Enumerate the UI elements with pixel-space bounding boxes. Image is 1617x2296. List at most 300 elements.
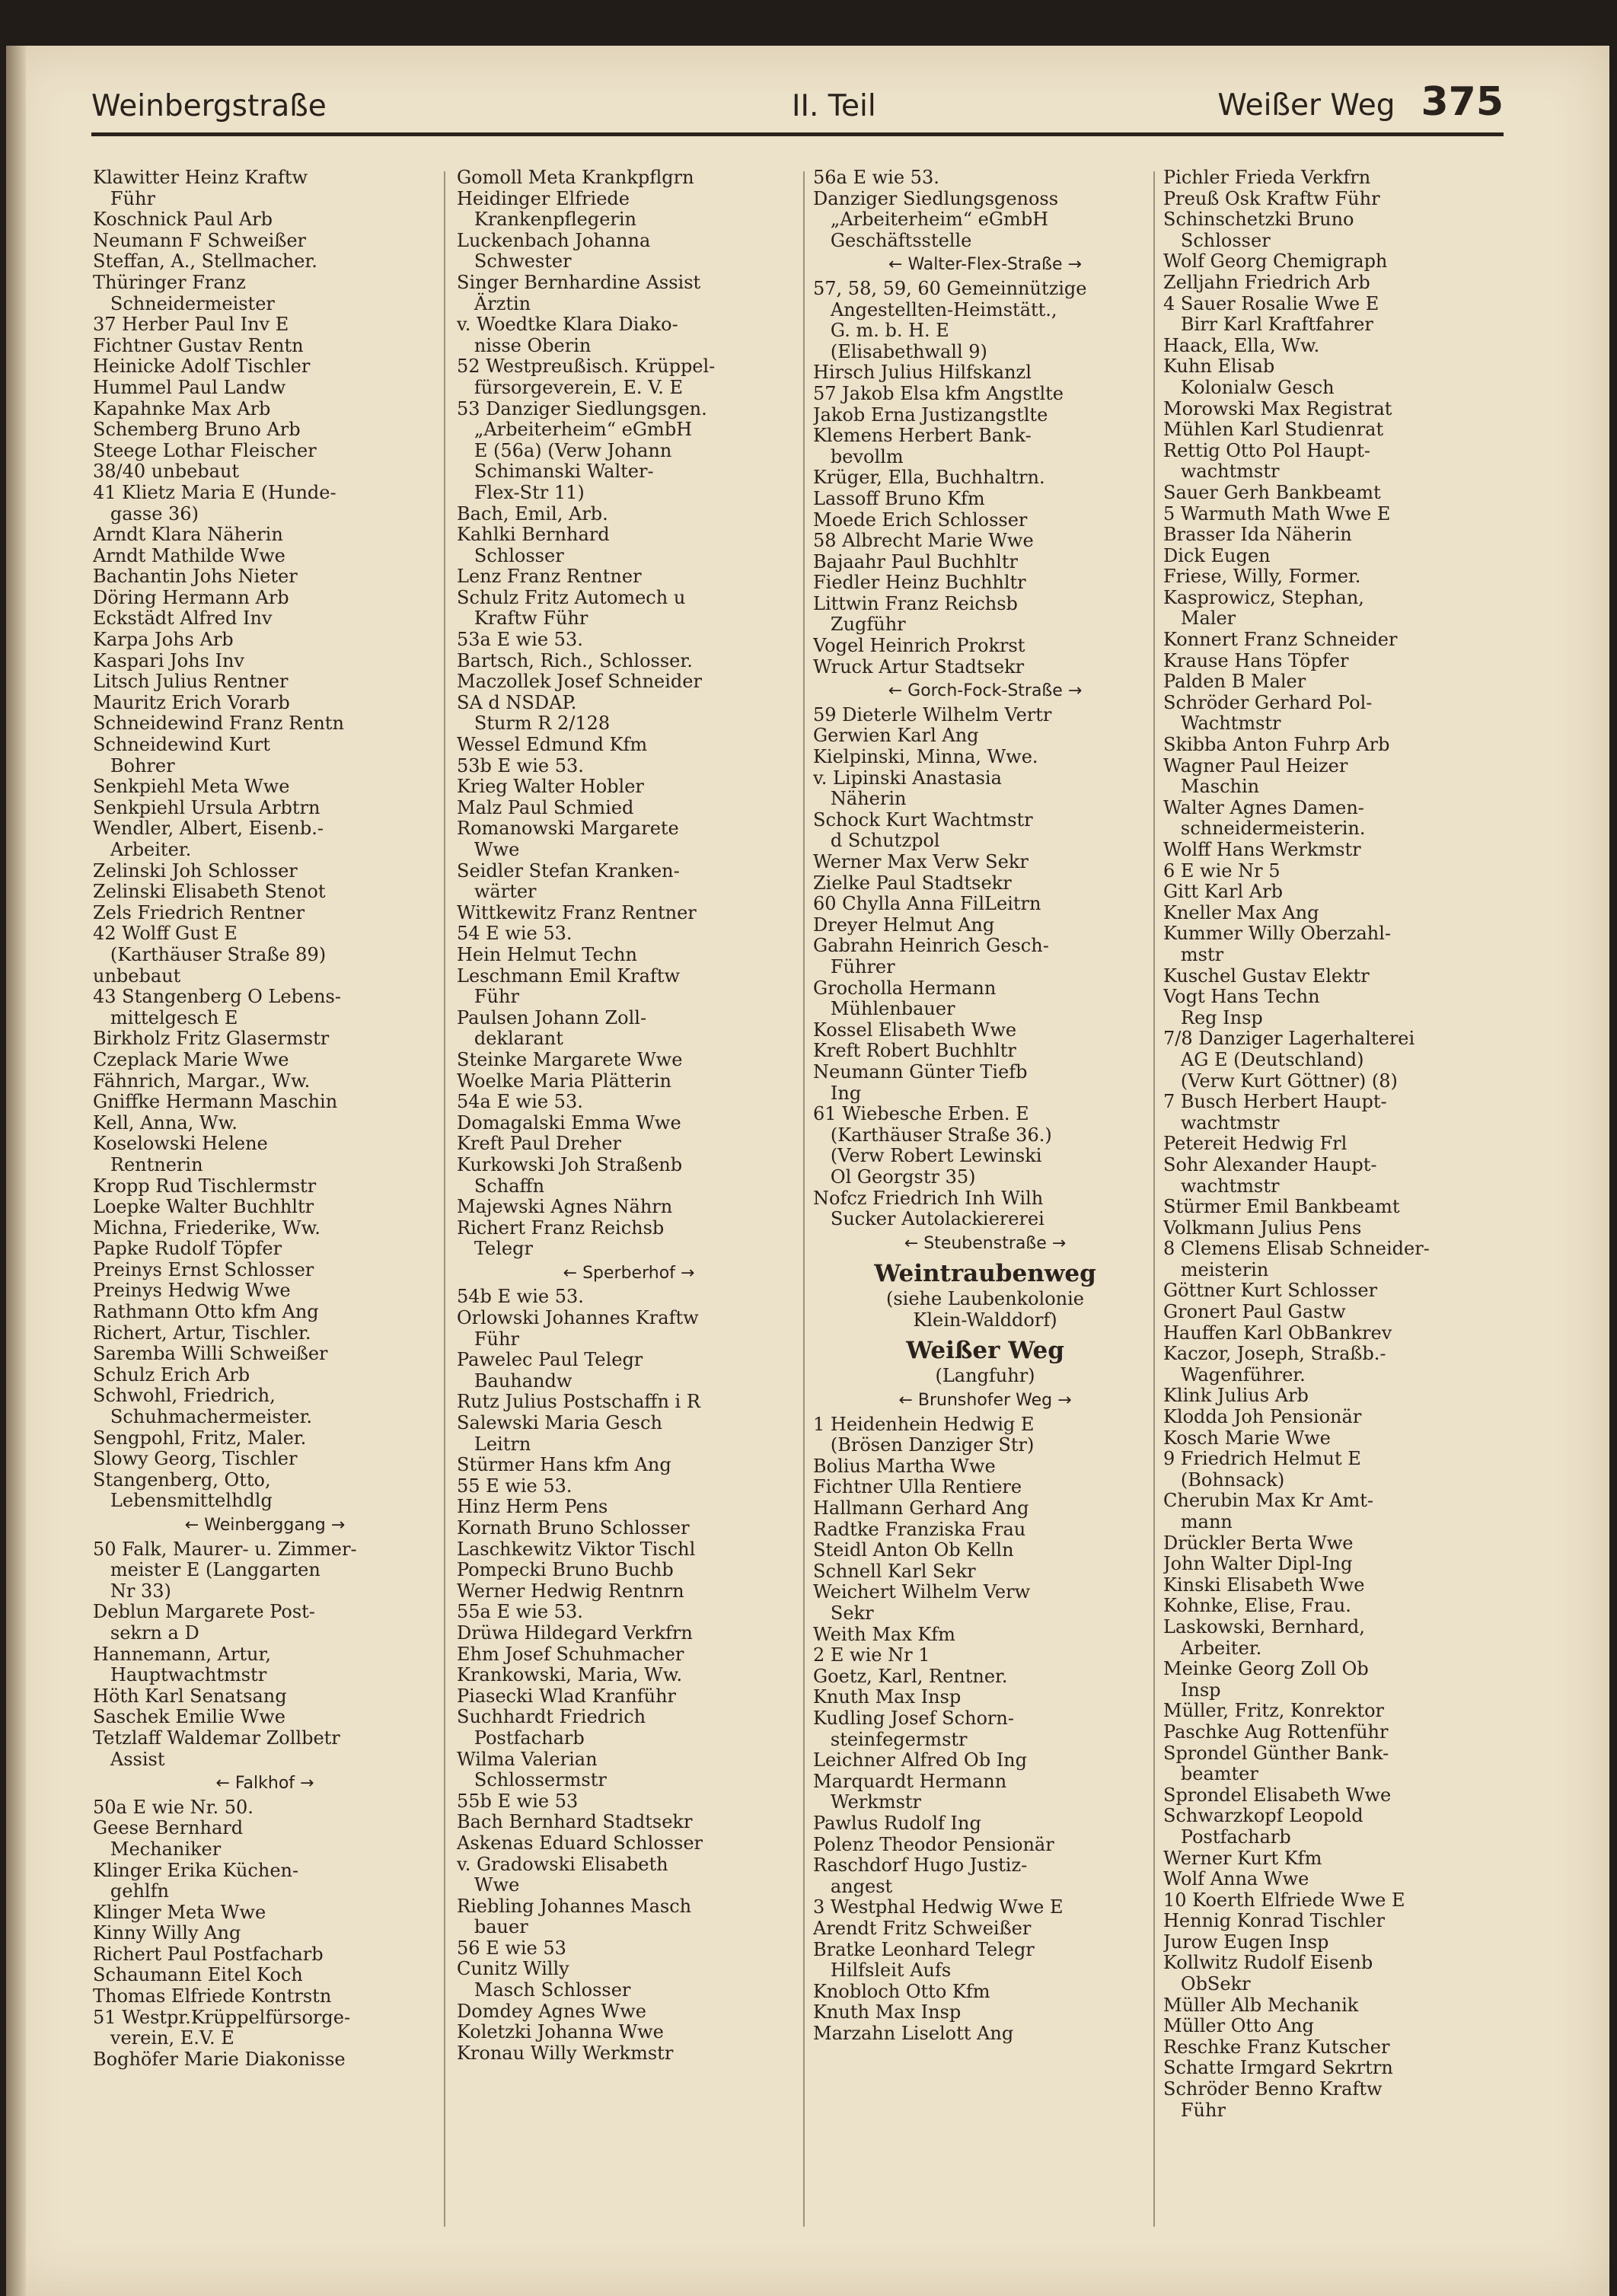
directory-entry: Krankowski, Maria, Ww. bbox=[457, 1664, 683, 1686]
directory-entry: Michna, Friederike, Ww. bbox=[93, 1217, 321, 1239]
directory-entry: Mauritz Erich Vorarb bbox=[93, 691, 290, 713]
directory-entry: Volkmann Julius Pens bbox=[1163, 1217, 1362, 1239]
directory-entry: Klodda Joh Pensionär bbox=[1163, 1406, 1362, 1428]
directory-entry: Kolonialw Gesch bbox=[1163, 376, 1335, 398]
running-head bbox=[91, 67, 1504, 136]
directory-entry: „Arbeiterheim“ eGmbH bbox=[813, 209, 1049, 231]
directory-entry: Kosch Marie Wwe bbox=[1163, 1427, 1331, 1449]
directory-entry: 57, 58, 59, 60 Gemeinnützige bbox=[813, 277, 1087, 299]
directory-entry: wachtmstr bbox=[1163, 1111, 1280, 1134]
directory-entry: Müller, Fritz, Konrektor bbox=[1163, 1700, 1385, 1722]
directory-entry: wachtmstr bbox=[1163, 1175, 1280, 1197]
directory-entry: Danziger Siedlungsgenoss bbox=[813, 187, 1059, 209]
directory-entry: 1 Heidenhein Hedwig E bbox=[813, 1413, 1035, 1435]
directory-entry: Neumann F Schweißer bbox=[93, 229, 307, 251]
directory-entry: Lebensmittelhdlg bbox=[93, 1490, 273, 1512]
directory-entry: Slowy Georg, Tischler bbox=[93, 1448, 298, 1470]
directory-entry: Klinger Meta Wwe bbox=[93, 1901, 266, 1923]
directory-entry: Weith Max Kfm bbox=[813, 1623, 955, 1645]
directory-entry: Bajaahr Paul Buchhltr bbox=[813, 550, 1018, 572]
directory-entry: Grocholla Hermann bbox=[813, 977, 997, 999]
directory-entry: v. Lipinski Anastasia bbox=[813, 767, 1002, 789]
column-3 bbox=[813, 167, 1157, 2223]
directory-entry: Richert Franz Reichsb bbox=[457, 1217, 665, 1239]
directory-entry: Mühlenbauer bbox=[813, 998, 955, 1020]
directory-entry: 2 E wie Nr 1 bbox=[813, 1644, 930, 1666]
directory-entry: Schlosser bbox=[457, 544, 564, 566]
directory-entry: Bach, Emil, Arb. bbox=[457, 502, 608, 525]
directory-entry: Wwe bbox=[457, 839, 520, 860]
directory-entry: Döring Hermann Arb bbox=[93, 586, 289, 608]
directory-entry: Orlowski Johannes Kraftw bbox=[457, 1307, 699, 1329]
directory-entry: Sprondel Günther Bank- bbox=[1163, 1742, 1389, 1764]
directory-entry: Kahlki Bernhard bbox=[457, 524, 610, 546]
directory-entry: Koschnick Paul Arb bbox=[93, 209, 273, 231]
directory-entry: Kapahnke Max Arb bbox=[93, 397, 271, 419]
directory-entry: Hein Helmut Techn bbox=[457, 943, 637, 965]
directory-entry: Sturm R 2/128 bbox=[457, 713, 611, 735]
directory-entry: Klink Julius Arb bbox=[1163, 1385, 1309, 1407]
directory-entry: 60 Chylla Anna FilLeitrn bbox=[813, 893, 1041, 915]
directory-entry: Skibba Anton Fuhrp Arb bbox=[1163, 734, 1390, 756]
directory-entry: Wilma Valerian bbox=[457, 1748, 598, 1770]
directory-entry: Hirsch Julius Hilfskanzl bbox=[813, 362, 1032, 384]
directory-entry: Schock Kurt Wachtmstr bbox=[813, 808, 1033, 831]
directory-entry: Gerwien Karl Ang bbox=[813, 725, 979, 747]
directory-entry: Krankenpflegerin bbox=[457, 209, 637, 231]
directory-entry: Hauffen Karl ObBankrev bbox=[1163, 1322, 1392, 1344]
directory-entry: Hilfsleit Aufs bbox=[813, 1960, 952, 1982]
directory-entry: 56 E wie 53 bbox=[457, 1937, 566, 1959]
directory-entry: d Schutzpol bbox=[813, 830, 940, 852]
directory-entry: Schwarzkopf Leopold bbox=[1163, 1805, 1363, 1827]
directory-entry: v. Gradowski Elisabeth bbox=[457, 1853, 668, 1875]
directory-entry: Bachantin Johs Nieter bbox=[93, 566, 298, 588]
directory-entry: Fähnrich, Margar., Ww. bbox=[93, 1070, 311, 1092]
directory-entry: Romanowski Margarete bbox=[457, 818, 679, 840]
directory-entry: Steffan, A., Stellmacher. bbox=[93, 250, 317, 273]
directory-entry: Kinny Willy Ang bbox=[93, 1922, 241, 1944]
directory-entry: wärter bbox=[457, 881, 537, 903]
street-heading: Weißer Weg bbox=[906, 1337, 1064, 1365]
directory-entry: Goetz, Karl, Rentner. bbox=[813, 1665, 1008, 1687]
directory-entry: Rentnerin bbox=[93, 1153, 203, 1175]
directory-entry: Ehm Josef Schuhmacher bbox=[457, 1643, 684, 1665]
directory-entry: unbebaut bbox=[93, 965, 181, 987]
header-left-street: Weinbergstraße bbox=[91, 89, 327, 123]
directory-entry: beamter bbox=[1163, 1763, 1258, 1785]
directory-entry: Karpa Johs Arb bbox=[93, 629, 234, 651]
directory-entry: „Arbeiterheim“ eGmbH bbox=[457, 419, 693, 441]
directory-entry: Arbeiter. bbox=[93, 839, 192, 860]
directory-entry: Schimanski Walter- bbox=[457, 461, 654, 483]
directory-entry: Drüwa Hildegard Verkfrn bbox=[457, 1622, 693, 1644]
directory-entry: Wruck Artur Stadtsekr bbox=[813, 655, 1025, 678]
directory-entry: Schneidewind Franz Rentn bbox=[93, 713, 344, 735]
directory-entry: Führ bbox=[457, 1328, 519, 1350]
directory-entry: Postfacharb bbox=[457, 1727, 585, 1749]
directory-entry: Littwin Franz Reichsb bbox=[813, 592, 1018, 614]
directory-entry: gehlfn bbox=[93, 1880, 169, 1902]
directory-entry: Zugführ bbox=[813, 614, 906, 636]
directory-entry: Rettig Otto Pol Haupt- bbox=[1163, 439, 1371, 461]
directory-entry: Malz Paul Schmied bbox=[457, 796, 634, 818]
directory-entry: Kaspari Johs Inv bbox=[93, 649, 244, 671]
directory-entry: Assist bbox=[93, 1748, 165, 1770]
directory-entry: Insp bbox=[1163, 1679, 1221, 1701]
directory-entry: Kuhn Elisab bbox=[1163, 356, 1275, 378]
directory-entry: Saschek Emilie Wwe bbox=[93, 1706, 285, 1728]
directory-entry: Marquardt Hermann bbox=[813, 1770, 1007, 1792]
directory-entry: Seidler Stefan Kranken- bbox=[457, 859, 680, 882]
directory-entry: Singer Bernhardine Assist bbox=[457, 271, 701, 293]
directory-entry: Kudling Josef Schorn- bbox=[813, 1707, 1014, 1729]
directory-entry: Schnell Karl Sekr bbox=[813, 1560, 976, 1582]
directory-entry: Leichner Alfred Ob Ing bbox=[813, 1749, 1028, 1771]
directory-entry: Petereit Hedwig Frl bbox=[1163, 1133, 1348, 1155]
directory-entry: Wolff Hans Werkmstr bbox=[1163, 839, 1361, 860]
directory-entry: 10 Koerth Elfriede Wwe E bbox=[1163, 1889, 1405, 1911]
directory-entry: 55 E wie 53. bbox=[457, 1475, 572, 1497]
directory-entry: Bratke Leonhard Telegr bbox=[813, 1938, 1035, 1960]
directory-entry: Birkholz Fritz Glasermstr bbox=[93, 1028, 330, 1050]
directory-entry: Sohr Alexander Haupt- bbox=[1163, 1153, 1377, 1175]
header-section: II. Teil bbox=[792, 89, 876, 123]
directory-entry: Laschkewitz Viktor Tischl bbox=[457, 1538, 696, 1560]
directory-entry: Klinger Erika Küchen- bbox=[93, 1859, 299, 1881]
directory-entry: Hinz Herm Pens bbox=[457, 1496, 608, 1518]
directory-entry: Führ bbox=[1163, 2099, 1226, 2121]
directory-entry: Geese Bernhard bbox=[93, 1817, 244, 1839]
directory-entry: Meinke Georg Zoll Ob bbox=[1163, 1658, 1369, 1680]
directory-entry: mittelgesch E bbox=[93, 1006, 238, 1028]
directory-entry: Tetzlaff Waldemar Zollbetr bbox=[93, 1727, 340, 1749]
street-note: (siehe Laubenkolonie bbox=[885, 1288, 1085, 1310]
directory-entry: Kreft Paul Dreher bbox=[457, 1133, 621, 1155]
directory-entry: Kneller Max Ang bbox=[1163, 901, 1319, 923]
directory-entry: mann bbox=[1163, 1511, 1233, 1532]
directory-entry: 9 Friedrich Helmut E bbox=[1163, 1448, 1361, 1470]
street-cross-reference: ← Brunshofer Weg → bbox=[898, 1391, 1072, 1411]
directory-entry: Leitrn bbox=[457, 1433, 531, 1455]
directory-entry: Arndt Mathilde Wwe bbox=[93, 544, 285, 566]
directory-entry: steinfegermstr bbox=[813, 1728, 968, 1750]
directory-entry: Domagalski Emma Wwe bbox=[457, 1111, 681, 1134]
directory-entry: Wessel Edmund Kfm bbox=[457, 734, 648, 756]
directory-entry: 57 Jakob Elsa kfm Angstlte bbox=[813, 382, 1064, 404]
directory-entry: v. Woedtke Klara Diako- bbox=[457, 314, 678, 336]
directory-entry: Richert Paul Postfacharb bbox=[93, 1943, 324, 1965]
directory-entry: E (56a) (Verw Johann bbox=[457, 439, 672, 461]
directory-entry: 3 Westphal Hedwig Wwe E bbox=[813, 1896, 1064, 1918]
directory-entry: Flex-Str 11) bbox=[457, 481, 585, 503]
directory-entry: Zielke Paul Stadtsekr bbox=[813, 872, 1012, 894]
directory-entry: Werkmstr bbox=[813, 1791, 922, 1813]
directory-entry: Knobloch Otto Kfm bbox=[813, 1980, 990, 2002]
directory-entry: 55a E wie 53. bbox=[457, 1601, 583, 1623]
directory-entry: Kell, Anna, Ww. bbox=[93, 1111, 238, 1134]
directory-entry: Kummer Willy Oberzahl- bbox=[1163, 923, 1392, 945]
directory-entry: Polenz Theodor Pensionär bbox=[813, 1833, 1054, 1855]
directory-entry: Preinys Ernst Schlosser bbox=[93, 1258, 314, 1280]
directory-entry: nisse Oberin bbox=[457, 334, 592, 356]
directory-entry: Schneidermeister bbox=[93, 292, 275, 314]
directory-entry: Preinys Hedwig Wwe bbox=[93, 1280, 291, 1302]
directory-entry: Gronert Paul Gastw bbox=[1163, 1301, 1346, 1323]
column-2 bbox=[457, 167, 801, 2223]
directory-entry: 7 Busch Herbert Haupt- bbox=[1163, 1091, 1387, 1113]
directory-entry: Richert, Artur, Tischler. bbox=[93, 1322, 311, 1344]
directory-entry: bauer bbox=[457, 1916, 528, 1938]
directory-entry: (Karthäuser Straße 89) bbox=[93, 943, 327, 965]
directory-entry: sekrn a D bbox=[93, 1622, 199, 1644]
directory-entry: 38/40 unbebaut bbox=[93, 461, 240, 483]
directory-entry: Pawelec Paul Telegr bbox=[457, 1349, 643, 1371]
directory-entry: Nr 33) bbox=[93, 1580, 171, 1602]
directory-entry: Brasser Ida Näherin bbox=[1163, 524, 1352, 546]
directory-entry: schneidermeisterin. bbox=[1163, 818, 1366, 840]
directory-entry: Kurkowski Joh Straßenb bbox=[457, 1153, 683, 1175]
street-cross-reference: ← Gorch-Fock-Straße → bbox=[888, 681, 1083, 701]
page-number: 375 bbox=[1421, 79, 1504, 125]
directory-entry: Laskowski, Bernhard, bbox=[1163, 1615, 1365, 1637]
directory-entry: Führer bbox=[813, 955, 895, 977]
directory-entry: Gitt Karl Arb bbox=[1163, 881, 1283, 903]
directory-entry: Leschmann Emil Kraftw bbox=[457, 965, 681, 987]
directory-entry: Eckstädt Alfred Inv bbox=[93, 607, 273, 630]
directory-entry: Kreft Robert Buchhltr bbox=[813, 1040, 1016, 1062]
directory-entry: Thomas Elfriede Kontrstn bbox=[93, 1985, 332, 2007]
header-right bbox=[1217, 79, 1504, 125]
directory-entry: Palden B Maler bbox=[1163, 671, 1306, 693]
directory-entry: Weichert Wilhelm Verw bbox=[813, 1581, 1031, 1603]
directory-entry: Fichtner Ulla Rentiere bbox=[813, 1476, 1022, 1498]
directory-entry: Marzahn Liselott Ang bbox=[813, 2022, 1014, 2044]
directory-entry: Ärztin bbox=[457, 292, 531, 314]
directory-entry: Cherubin Max Kr Amt- bbox=[1163, 1490, 1373, 1512]
directory-entry: Schneidewind Kurt bbox=[93, 734, 270, 756]
directory-entry: Rathmann Otto kfm Ang bbox=[93, 1301, 319, 1323]
directory-entry: verein, E.V. E bbox=[93, 2027, 234, 2049]
directory-entry: 59 Dieterle Wilhelm Vertr bbox=[813, 703, 1052, 725]
directory-entry: 53b E wie 53. bbox=[457, 754, 584, 776]
directory-entry: Bolius Martha Wwe bbox=[813, 1455, 996, 1477]
directory-entry: Zelinski Elisabeth Stenot bbox=[93, 881, 326, 903]
directory-entry: Piasecki Wlad Kranführ bbox=[457, 1685, 677, 1707]
directory-entry: bevollm bbox=[813, 445, 904, 467]
directory-entry: Wagenführer. bbox=[1163, 1363, 1306, 1386]
directory-entry: 52 Westpreußisch. Krüppel- bbox=[457, 356, 716, 378]
directory-entry: Kielpinski, Minna, Wwe. bbox=[813, 746, 1038, 768]
directory-entry: SA d NSDAP. bbox=[457, 691, 577, 713]
directory-entry: Kropp Rud Tischlermstr bbox=[93, 1175, 317, 1197]
directory-entry: Gniffke Hermann Maschin bbox=[93, 1091, 338, 1113]
directory-entry: Lassoff Bruno Kfm bbox=[813, 487, 985, 509]
directory-entry: Woelke Maria Plätterin bbox=[457, 1070, 671, 1092]
directory-entry: 54b E wie 53. bbox=[457, 1286, 584, 1308]
directory-entry: Hallmann Gerhard Ang bbox=[813, 1497, 1029, 1520]
directory-entry: 43 Stangenberg O Lebens- bbox=[93, 986, 341, 1008]
directory-entry: 53a E wie 53. bbox=[457, 629, 583, 651]
directory-entry: Knuth Max Insp bbox=[813, 2001, 962, 2023]
directory-entry: 6 E wie Nr 5 bbox=[1163, 859, 1281, 882]
directory-entry: Führ bbox=[93, 187, 155, 209]
directory-entry: Wittkewitz Franz Rentner bbox=[457, 901, 697, 923]
directory-entry: (Karthäuser Straße 36.) bbox=[813, 1124, 1052, 1146]
directory-entry: 54a E wie 53. bbox=[457, 1091, 583, 1113]
directory-entry: Riebling Johannes Masch bbox=[457, 1895, 692, 1917]
directory-entry: Klawitter Heinz Kraftw bbox=[93, 167, 308, 188]
directory-entry: Birr Karl Kraftfahrer bbox=[1163, 314, 1373, 336]
directory-entry: Majewski Agnes Nährn bbox=[457, 1196, 673, 1218]
directory-entry: Litsch Julius Rentner bbox=[93, 671, 289, 693]
directory-entry: Schaumann Eitel Koch bbox=[93, 1964, 303, 1986]
directory-entry: 42 Wolff Gust E bbox=[93, 923, 238, 945]
directory-entry: Saremba Willi Schweißer bbox=[93, 1343, 328, 1365]
directory-entry: Askenas Eduard Schlosser bbox=[457, 1832, 703, 1854]
directory-entry: Masch Schlosser bbox=[457, 1979, 631, 2001]
directory-entry: Göttner Kurt Schlosser bbox=[1163, 1280, 1378, 1302]
street-cross-reference: ← Falkhof → bbox=[215, 1774, 314, 1794]
directory-entry: (Brösen Danziger Str) bbox=[813, 1434, 1035, 1456]
directory-entry: Postfacharb bbox=[1163, 1826, 1291, 1848]
directory-entry: Thüringer Franz bbox=[93, 271, 246, 293]
directory-entry: Mechaniker bbox=[93, 1838, 222, 1860]
directory-entry: Pawlus Rudolf Ing bbox=[813, 1812, 981, 1834]
directory-entry: (Verw Robert Lewinski bbox=[813, 1145, 1042, 1167]
directory-entry: 41 Klietz Maria E (Hunde- bbox=[93, 481, 336, 503]
directory-entry: Boghöfer Marie Diakonisse bbox=[93, 2048, 346, 2070]
directory-entry: Vogt Hans Techn bbox=[1163, 986, 1320, 1008]
directory-entry: Stangenberg, Otto, bbox=[93, 1468, 271, 1491]
directory-entry: Knuth Max Insp bbox=[813, 1686, 962, 1708]
directory-entry: Morowski Max Registrat bbox=[1163, 397, 1392, 419]
directory-entry: (Bohnsack) bbox=[1163, 1468, 1285, 1491]
street-cross-reference: ← Sperberhof → bbox=[563, 1263, 695, 1283]
directory-entry: angest bbox=[813, 1875, 893, 1897]
directory-entry: Wagner Paul Heizer bbox=[1163, 754, 1348, 776]
directory-entry: Krieg Walter Hobler bbox=[457, 776, 644, 798]
directory-entry: Schlossermstr bbox=[457, 1769, 607, 1791]
street-note: Klein-Walddorf) bbox=[913, 1309, 1057, 1331]
directory-entry: Heidinger Elfriede bbox=[457, 187, 630, 209]
directory-entry: Kasprowicz, Stephan, bbox=[1163, 586, 1364, 608]
directory-entry: Werner Hedwig Rentnrn bbox=[457, 1580, 684, 1602]
directory-entry: meisterin bbox=[1163, 1258, 1269, 1280]
street-cross-reference: ← Walter-Flex-Straße → bbox=[888, 255, 1082, 275]
directory-entry: Kollwitz Rudolf Eisenb bbox=[1163, 1952, 1373, 1974]
directory-entry: Müller Alb Mechanik bbox=[1163, 1994, 1359, 2016]
directory-entry: 56a E wie 53. bbox=[813, 167, 939, 188]
directory-entry: Schwohl, Friedrich, bbox=[93, 1385, 276, 1407]
directory-entry: Wolf Georg Chemigraph bbox=[1163, 250, 1388, 273]
directory-entry: Kinski Elisabeth Wwe bbox=[1163, 1574, 1365, 1596]
directory-entry: Jurow Eugen Insp bbox=[1163, 1931, 1329, 1953]
column-rule bbox=[444, 171, 445, 2227]
directory-entry: Radtke Franziska Frau bbox=[813, 1518, 1026, 1540]
directory-entry: Ol Georgstr 35) bbox=[813, 1166, 976, 1188]
directory-entry: Steidl Anton Ob Kelln bbox=[813, 1539, 1014, 1561]
directory-entry: Deblun Margarete Post- bbox=[93, 1601, 315, 1623]
directory-entry: Haack, Ella, Ww. bbox=[1163, 334, 1320, 356]
directory-entry: 55b E wie 53 bbox=[457, 1790, 579, 1812]
directory-entry: Sprondel Elisabeth Wwe bbox=[1163, 1784, 1392, 1806]
directory-entry: Arbeiter. bbox=[1163, 1637, 1262, 1659]
directory-entry: Sauer Gerh Bankbeamt bbox=[1163, 481, 1381, 503]
directory-entry: Preuß Osk Kraftw Führ bbox=[1163, 187, 1380, 209]
directory-entry: Cunitz Willy bbox=[457, 1958, 569, 1980]
directory-entry: Koselowski Helene bbox=[93, 1133, 268, 1155]
directory-entry: Werner Kurt Kfm bbox=[1163, 1847, 1322, 1869]
directory-entry: Rutz Julius Postschaffn i R bbox=[457, 1391, 700, 1413]
directory-entry: Bauhandw bbox=[457, 1370, 572, 1392]
directory-entry: Senkpiehl Ursula Arbtrn bbox=[93, 796, 321, 818]
directory-entry: Neumann Günter Tiefb bbox=[813, 1060, 1028, 1083]
directory-entry: Koletzki Johanna Wwe bbox=[457, 2021, 664, 2043]
directory-entry: Wwe bbox=[457, 1874, 520, 1896]
directory-entry: deklarant bbox=[457, 1028, 563, 1050]
directory-entry: G. m. b. H. E bbox=[813, 320, 949, 342]
directory-entry: Lenz Franz Rentner bbox=[457, 566, 642, 588]
directory-entry: Suchhardt Friedrich bbox=[457, 1706, 646, 1728]
street-cross-reference: ← Steubenstraße → bbox=[904, 1233, 1067, 1253]
directory-entry: fürsorgeverein, E. V. E bbox=[457, 376, 684, 398]
directory-entry: Heinicke Adolf Tischler bbox=[93, 356, 311, 378]
directory-entry: Stürmer Hans kfm Ang bbox=[457, 1454, 671, 1476]
directory-entry: Nofcz Friedrich Inh Wilh bbox=[813, 1187, 1044, 1209]
directory-entry: Zelljahn Friedrich Arb bbox=[1163, 271, 1370, 293]
directory-entry: Friese, Willy, Former. bbox=[1163, 566, 1361, 588]
directory-entry: Mühlen Karl Studienrat bbox=[1163, 419, 1384, 441]
directory-entry: Krüger, Ella, Buchhaltrn. bbox=[813, 467, 1045, 489]
directory-entry: Reschke Franz Kutscher bbox=[1163, 2036, 1390, 2058]
directory-entry: Dick Eugen bbox=[1163, 544, 1271, 566]
directory-entry: Müller Otto Ang bbox=[1163, 2015, 1314, 2037]
directory-entry: Führ bbox=[457, 986, 519, 1008]
directory-entry: Maczollek Josef Schneider bbox=[457, 671, 702, 693]
directory-entry: Schinschetzki Bruno bbox=[1163, 209, 1354, 231]
directory-entry: gasse 36) bbox=[93, 502, 199, 525]
directory-entry: Maler bbox=[1163, 607, 1236, 630]
directory-entry: Schwester bbox=[457, 250, 572, 273]
directory-entry: 53 Danziger Siedlungsgen. bbox=[457, 397, 707, 419]
directory-entry: Czeplack Marie Wwe bbox=[93, 1048, 289, 1070]
directory-entry: 54 E wie 53. bbox=[457, 923, 572, 945]
directory-entry: Arendt Fritz Schweißer bbox=[813, 1917, 1032, 1939]
directory-entry: Steege Lothar Fleischer bbox=[93, 439, 317, 461]
directory-entry: Domdey Agnes Wwe bbox=[457, 2000, 646, 2022]
directory-entry: mstr bbox=[1163, 943, 1224, 965]
directory-entry: (Verw Kurt Göttner) (8) bbox=[1163, 1070, 1398, 1092]
directory-entry: Hennig Konrad Tischler bbox=[1163, 1910, 1385, 1932]
street-note: (Langfuhr) bbox=[935, 1365, 1035, 1387]
directory-entry: Klemens Herbert Bank- bbox=[813, 425, 1032, 447]
directory-entry: Dreyer Helmut Ang bbox=[813, 914, 995, 936]
street-heading: Weintraubenweg bbox=[874, 1260, 1096, 1288]
directory-entry: Hauptwachtmstr bbox=[93, 1664, 267, 1686]
directory-entry: Loepke Walter Buchhltr bbox=[93, 1196, 314, 1218]
directory-entry: Kohnke, Elise, Frau. bbox=[1163, 1595, 1351, 1617]
directory-entry: Bohrer bbox=[93, 754, 175, 776]
directory-entry: Maschin bbox=[1163, 776, 1260, 798]
directory-entry: 61 Wiebesche Erben. E bbox=[813, 1103, 1029, 1125]
directory-entry: Sucker Autolackiererei bbox=[813, 1208, 1045, 1230]
directory-entry: 5 Warmuth Math Wwe E bbox=[1163, 502, 1391, 525]
page-spine bbox=[6, 46, 26, 2296]
header-right-street: Weißer Weg bbox=[1217, 88, 1395, 123]
directory-entry: Gomoll Meta Krankpflgrn bbox=[457, 167, 694, 188]
directory-entry: Kossel Elisabeth Wwe bbox=[813, 1019, 1017, 1041]
